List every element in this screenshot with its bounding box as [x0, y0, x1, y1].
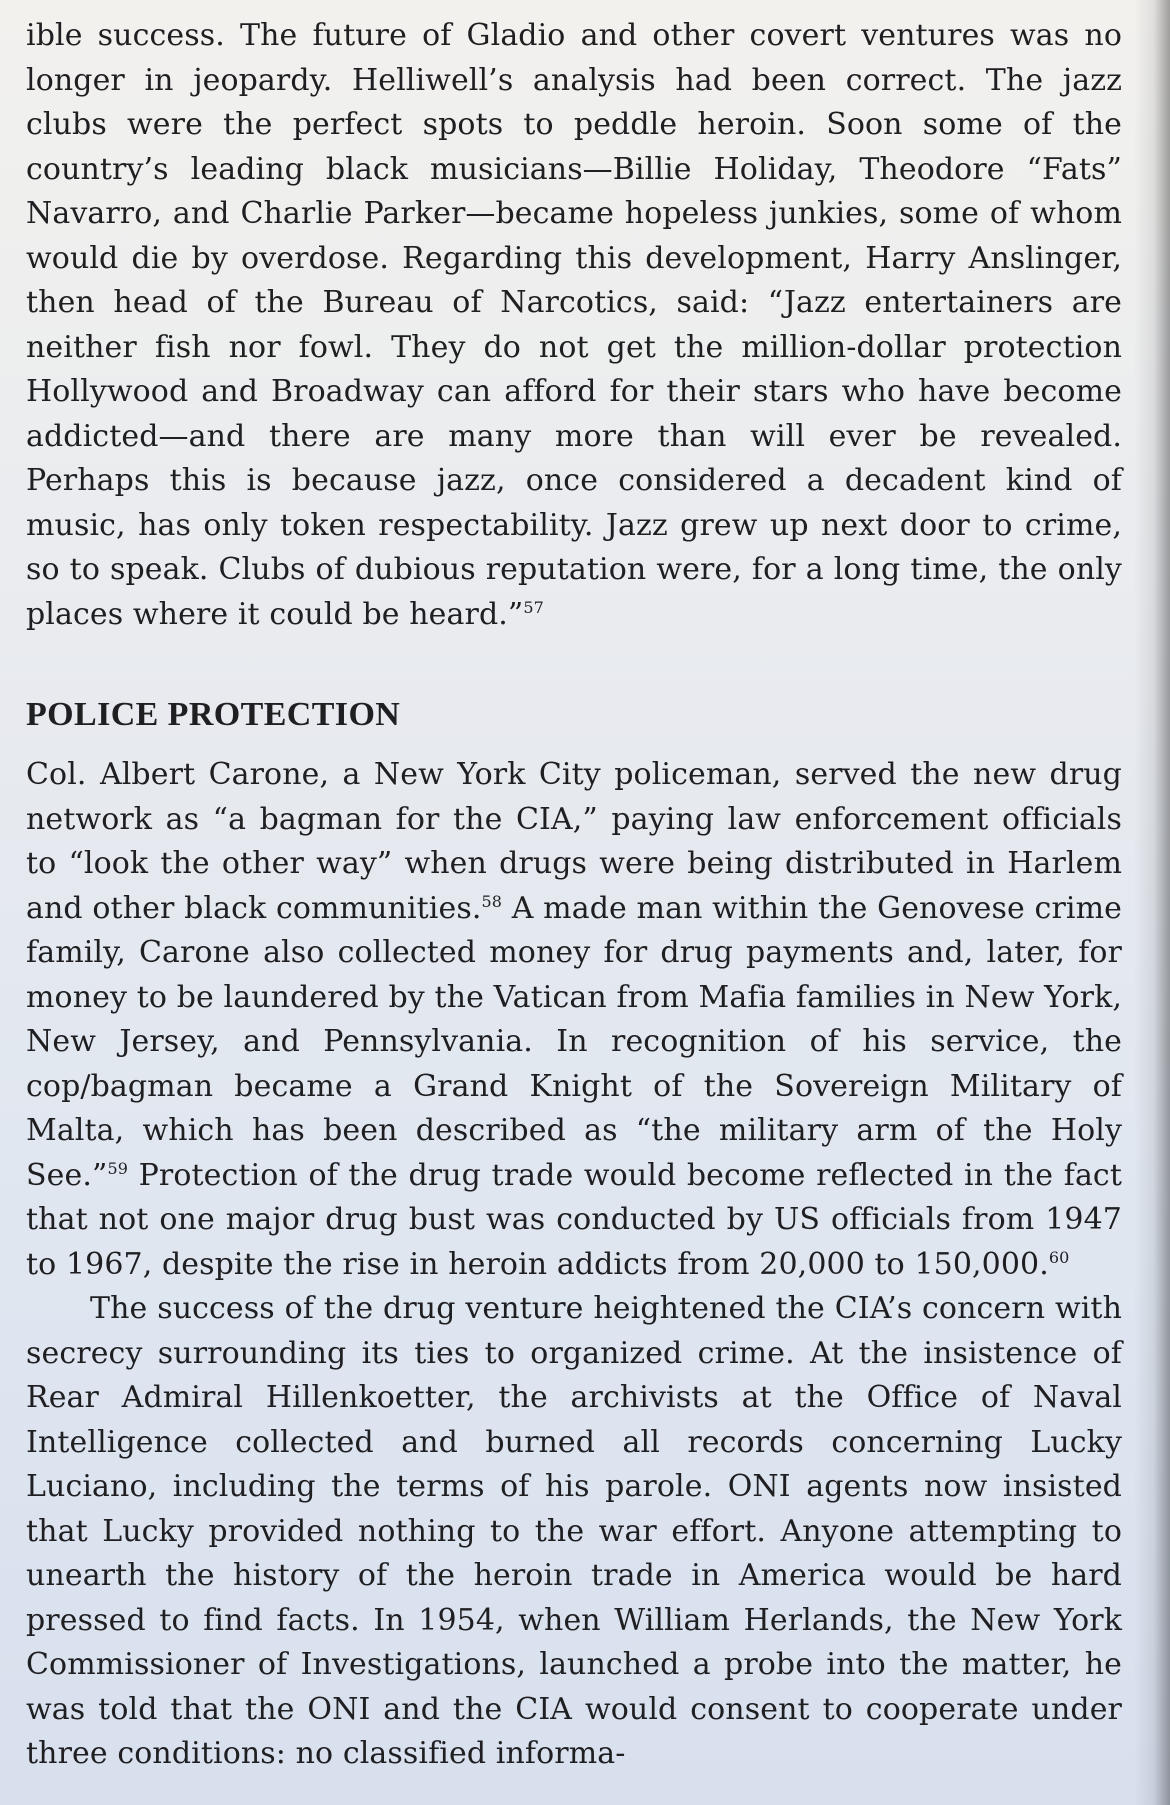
paragraph-secrecy: The success of the drug venture heightened the CIA’s concern with secrecy surrounding its ties to organized crime. At the insistence of Rear Admiral Hillenkoetter, the archivists at the Office of Naval Intelligence collected and burned all records concerning Lucky Luciano, including the terms of his parole. ONI agents now insisted that Lucky provided nothing to the war effort. Anyone attempting to unearth the history of the heroin trade in America would be hard pressed to find facts. In 1954, when William Herlands, the New York Commissioner of Investigations, launched a probe into the matter, he was told that the ONI and the CIA would consent to cooperate under three conditions: no classified informa-	[26, 1291, 1122, 1771]
footnote-ref-58: 58	[481, 891, 503, 911]
footnote-ref-60: 60	[1048, 1247, 1070, 1267]
paragraph-text-part-3: Protection of the drug trade would become reflected in the fact that not one major drug bust was conducted by US officials from 1947 to 1967, despite the rise in heroin addicts from 20,000 to 150,000.	[26, 1157, 1122, 1282]
paragraph-text-part-1: Col. Albert Carone, a New York City policeman, served the new drug network as “a bagman for the CIA,” paying law enforcement officials to “look the other way” when drugs were being distributed in Harlem and other black communities.	[26, 757, 1122, 926]
paragraph-text-part-2: A made man within the Genovese crime family, Carone also collected money for drug payments and, later, for money to be laundered by the Vatican from Mafia families in New York, New Jersey, and Pennsylvania. In recognition of his service, the cop/bagman became a Grand Knight of the Sovereign Military of Malta, which has been described as “the military arm of the Holy See.”	[26, 890, 1122, 1193]
section-heading: POLICE PROTECTION	[26, 696, 401, 733]
footnote-ref-59: 59	[107, 1158, 128, 1178]
book-page	[26, 14, 1122, 1777]
paragraph-carone	[26, 753, 1122, 1287]
page-edge-shadow	[1134, 0, 1170, 1805]
footnote-ref-57: 57	[523, 597, 544, 617]
paragraph-jazz-clubs	[26, 14, 1122, 637]
paragraph-text: ible success. The future of Gladio and other covert ventures was no longer in jeopardy. Helliwell’s analysis had been correct. The jazz clubs were the perfect spots to peddle heroin. Soon some of the country’s leading black musicians—Billie Holiday, Theodore “Fats” Navarro, and Charlie Parker—became hopeless junkies, some of whom would die by overdose. Regarding this development, Harry Anslinger, then head of the Bureau of Narcotics, said: “Jazz entertainers are neither fish nor fowl. They do not get the million-dollar protection Hollywood and Broadway can afford for their stars who have become addicted—and there are many more than will ever be revealed. Perhaps this is because jazz, once considered a decadent kind of music, has only token respectability. Jazz grew up next door to crime, so to speak. Clubs of dubious reputation were, for a long time, the only places where it could be heard.”	[26, 18, 1122, 632]
